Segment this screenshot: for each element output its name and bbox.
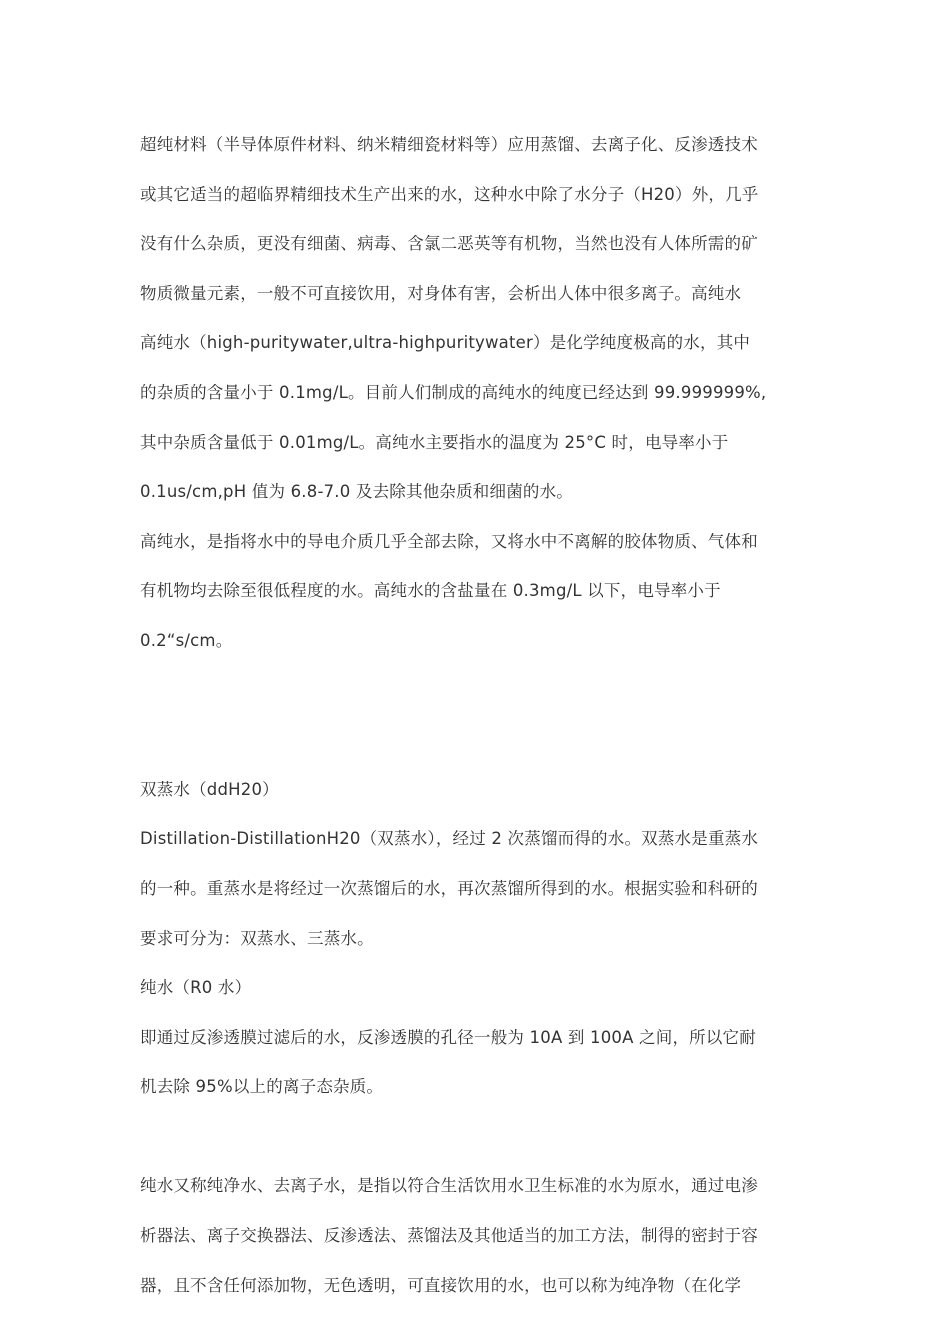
para-purewater-line-1: 纯水又称纯净水、去离子水，是指以符合生活饮用水卫生标准的水为原水，通过电渗 [140,1176,758,1196]
para-highpurity-line-2: 的杂质的含量小于 0.1mg/L。目前人们制成的高纯水的纯度已经达到 99.999999%, [140,382,767,402]
para-ddh2o-line-2: 的一种。重蒸水是将经过一次蒸馏后的水，再次蒸馏所得到的水。根据实验和科研的 [140,878,758,898]
para-highpurity-line-1: 高纯水（high-puritywater,ultra-highpuritywater）是化学纯度极高的水，其中 [140,333,751,353]
para-highpurity2-line-2: 有机物均去除至很低程度的水。高纯水的含盐量在 0.3mg/L 以下，电导率小于 [140,581,721,601]
para-purewater-line-2: 析器法、离子交换器法、反渗透法、蒸馏法及其他适当的加工方法，制得的密封于容 [140,1226,758,1246]
para-ultrapure-line-2: 或其它适当的超临界精细技术生产出来的水，这种水中除了水分子（H20）外，几乎 [140,184,759,204]
para-ultrapure-line-1: 超纯材料（半导体原件材料、纳米精细瓷材料等）应用蒸馏、去离子化、反渗透技术 [140,135,758,154]
blank-line [140,666,820,716]
blank-line [140,715,820,765]
para-ro-line-1: 即通过反渗透膜过滤后的水，反渗透膜的孔径一般为 10A 到 100A 之间，所以它耐 [140,1027,756,1047]
para-purewater-line-3: 器，且不含任何添加物，无色透明，可直接饮用的水，也可以称为纯净物（在化学 [140,1275,742,1295]
para-highpurity-line-4: 0.1us/cm,pH 值为 6.8-7.0 及去除其他杂质和细菌的水。 [140,482,573,502]
para-ro-line-2: 机去除 95%以上的离子态杂质。 [140,1077,384,1097]
para-ultrapure-line-4: 物质微量元素，一般不可直接饮用，对身体有害，会析出人体中很多离子。高纯水 [140,283,742,303]
para-highpurity2-line-1: 高纯水，是指将水中的导电介质几乎全部去除，又将水中不离解的胶体物质、气体和 [140,531,758,551]
para-ddh2o-line-1: Distillation-DistillationH20（双蒸水），经过 2 次蒸馏而得的水。双蒸水是重蒸水 [140,829,759,849]
para-ddh2o-line-3: 要求可分为：双蒸水、三蒸水。 [140,928,374,948]
para-ultrapure-line-3: 没有什么杂质，更没有细菌、病毒、含氯二恶英等有机物，当然也没有人体所需的矿 [140,234,758,254]
para-highpurity-line-3: 其中杂质含量低于 0.01mg/L。高纯水主要指水的温度为 25°C 时，电导率小于 [140,432,729,452]
heading-ddh2o: 双蒸水（ddH20） [140,779,279,799]
blank-line [140,1112,820,1162]
para-highpurity2-line-3: 0.2“s/cm。 [140,630,233,650]
heading-ro-water: 纯水（R0 水） [140,978,252,998]
document-page [140,120,820,1310]
